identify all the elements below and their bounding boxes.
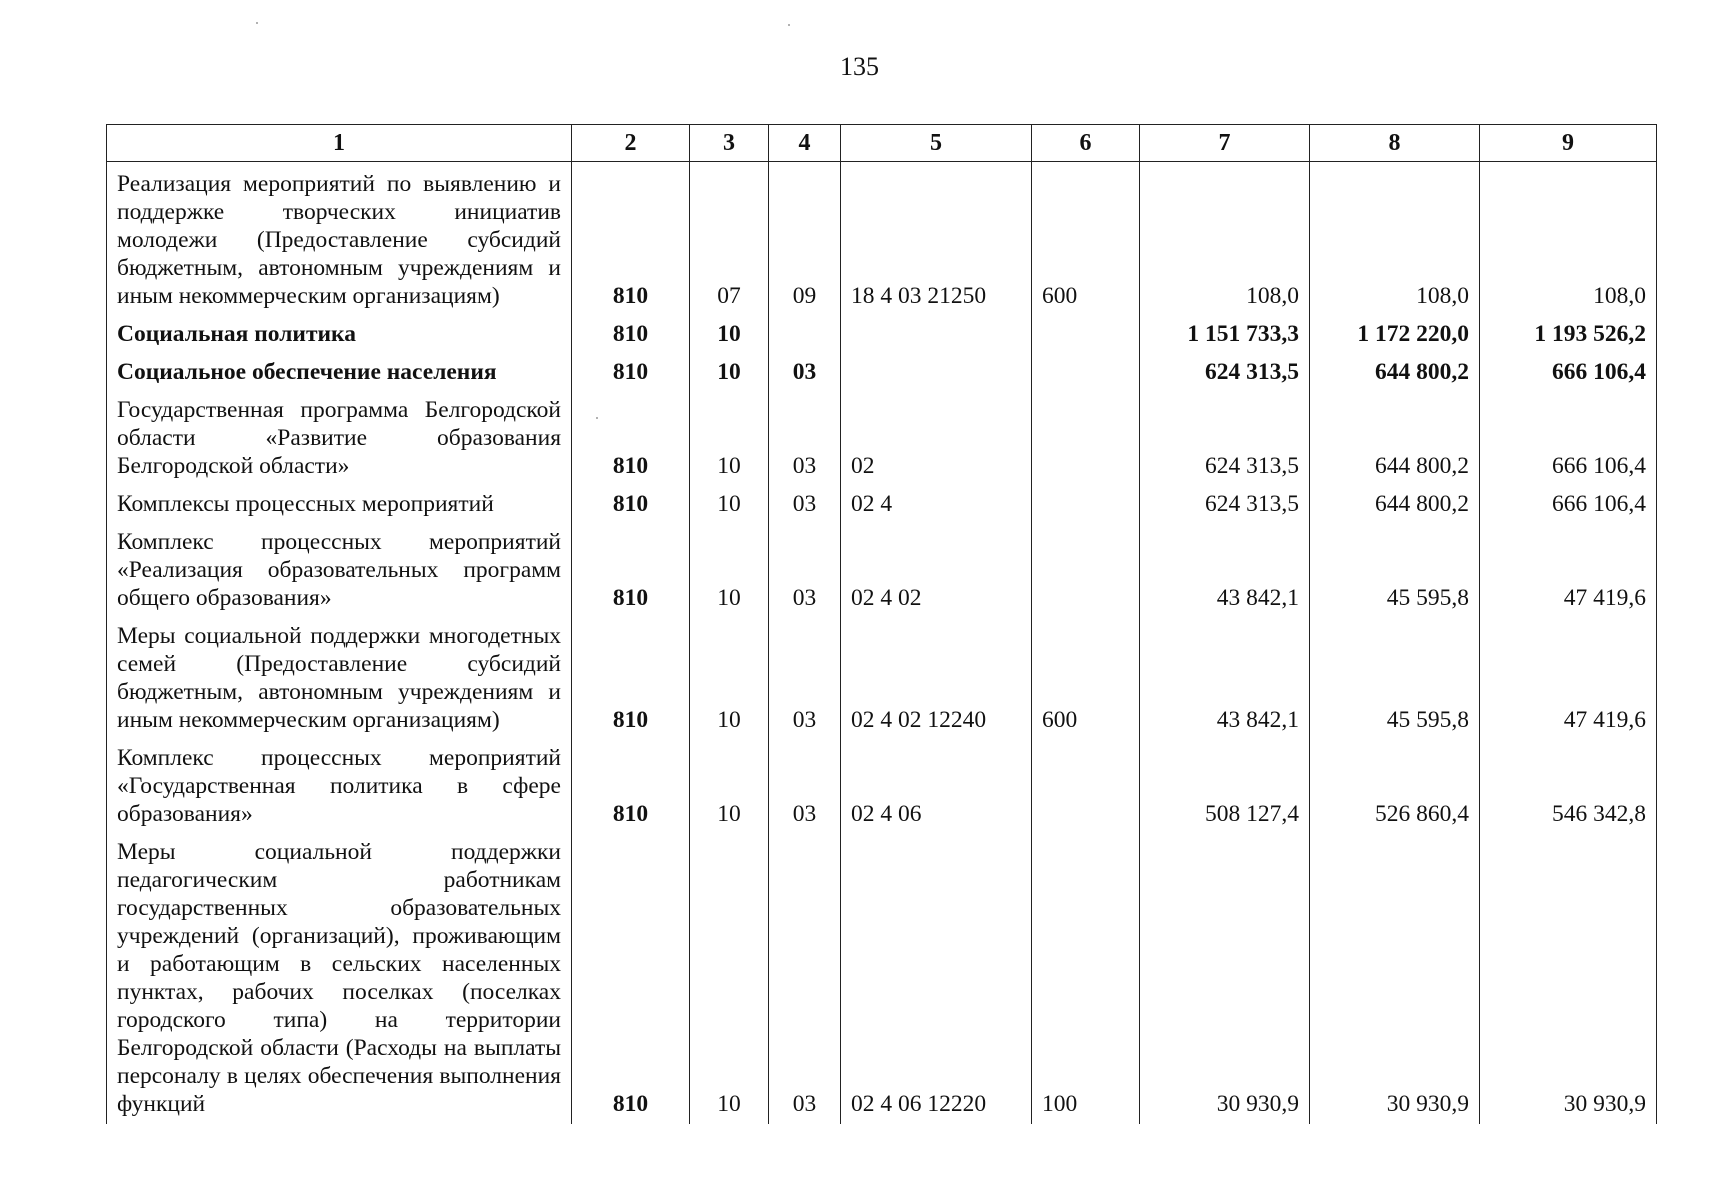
target-article-code (841, 354, 1032, 392)
scan-speck (788, 24, 790, 26)
section-code: 07 (690, 162, 769, 317)
table-body (107, 162, 1657, 1125)
table-row (107, 524, 1657, 618)
amount-year-2: 108,0 (1310, 162, 1480, 317)
amount-year-1: 624 313,5 (1140, 354, 1310, 392)
section-code: 10 (690, 354, 769, 392)
row-description: Комплекс процессных мероприятий «Государственная политика в сфере образования» (107, 740, 572, 834)
row-description: Комплекс процессных мероприятий «Реализация образовательных программ общего образования» (107, 524, 572, 618)
amount-year-1: 43 842,1 (1140, 618, 1310, 740)
row-description: Социальное обеспечение населения (107, 354, 572, 392)
table-row (107, 316, 1657, 354)
chapter-code: 810 (572, 486, 690, 524)
amount-year-1: 1 151 733,3 (1140, 316, 1310, 354)
column-header: 2 (572, 125, 690, 162)
subsection-code: 03 (769, 834, 841, 1124)
amount-year-3: 1 193 526,2 (1480, 316, 1657, 354)
target-article-code: 18 4 03 21250 (841, 162, 1032, 317)
section-code: 10 (690, 834, 769, 1124)
amount-year-2: 644 800,2 (1310, 486, 1480, 524)
amount-year-3: 108,0 (1480, 162, 1657, 317)
chapter-code: 810 (572, 834, 690, 1124)
chapter-code: 810 (572, 618, 690, 740)
amount-year-3: 47 419,6 (1480, 524, 1657, 618)
chapter-code: 810 (572, 162, 690, 317)
amount-year-1: 43 842,1 (1140, 524, 1310, 618)
section-code: 10 (690, 524, 769, 618)
target-article-code: 02 4 06 (841, 740, 1032, 834)
amount-year-1: 624 313,5 (1140, 486, 1310, 524)
column-header: 3 (690, 125, 769, 162)
amount-year-2: 30 930,9 (1310, 834, 1480, 1124)
expense-type-code (1032, 486, 1140, 524)
column-header: 8 (1310, 125, 1480, 162)
amount-year-2: 45 595,8 (1310, 524, 1480, 618)
subsection-code: 03 (769, 524, 841, 618)
table-row (107, 392, 1657, 486)
section-code: 10 (690, 618, 769, 740)
expense-type-code (1032, 354, 1140, 392)
amount-year-3: 546 342,8 (1480, 740, 1657, 834)
section-code: 10 (690, 486, 769, 524)
chapter-code: 810 (572, 740, 690, 834)
column-header: 6 (1032, 125, 1140, 162)
column-header: 1 (107, 125, 572, 162)
amount-year-3: 47 419,6 (1480, 618, 1657, 740)
subsection-code: 03 (769, 354, 841, 392)
row-description: Комплексы процессных мероприятий (107, 486, 572, 524)
expense-type-code (1032, 316, 1140, 354)
row-description: Меры социальной поддержки многодетных семей (Предоставление субсидий бюджетным, автономным учреждениям и иным некоммерческим организациям) (107, 618, 572, 740)
target-article-code: 02 4 02 (841, 524, 1032, 618)
expense-type-code: 600 (1032, 618, 1140, 740)
table-row (107, 618, 1657, 740)
expense-type-code (1032, 740, 1140, 834)
subsection-code: 03 (769, 740, 841, 834)
expense-type-code (1032, 524, 1140, 618)
chapter-code: 810 (572, 524, 690, 618)
target-article-code: 02 (841, 392, 1032, 486)
amount-year-2: 526 860,4 (1310, 740, 1480, 834)
row-description: Меры социальной поддержки педагогическим работникам государственных образовательных учреждений (организаций), проживающим и работающим в сельских населенных пунктах, рабочих поселках (поселках городского типа) на территории Белгородской области (Расходы на выплаты персоналу в целях обеспечения выполнения функций (107, 834, 572, 1124)
amount-year-3: 666 106,4 (1480, 392, 1657, 486)
table-row (107, 740, 1657, 834)
expense-type-code: 600 (1032, 162, 1140, 317)
row-description: Государственная программа Белгородской области «Развитие образования Белгородской области» (107, 392, 572, 486)
amount-year-1: 30 930,9 (1140, 834, 1310, 1124)
amount-year-1: 108,0 (1140, 162, 1310, 317)
subsection-code: 03 (769, 486, 841, 524)
subsection-code: 03 (769, 618, 841, 740)
row-description: Социальная политика (107, 316, 572, 354)
amount-year-1: 624 313,5 (1140, 392, 1310, 486)
section-code: 10 (690, 316, 769, 354)
amount-year-3: 30 930,9 (1480, 834, 1657, 1124)
amount-year-2: 644 800,2 (1310, 392, 1480, 486)
target-article-code (841, 316, 1032, 354)
budget-table (106, 124, 1657, 1124)
subsection-code (769, 316, 841, 354)
table-row (107, 834, 1657, 1124)
table-row (107, 354, 1657, 392)
header-row (107, 125, 1657, 162)
scan-speck (256, 22, 258, 24)
expense-type-code (1032, 392, 1140, 486)
amount-year-2: 45 595,8 (1310, 618, 1480, 740)
target-article-code: 02 4 02 12240 (841, 618, 1032, 740)
column-header: 4 (769, 125, 841, 162)
target-article-code: 02 4 (841, 486, 1032, 524)
target-article-code: 02 4 06 12220 (841, 834, 1032, 1124)
amount-year-3: 666 106,4 (1480, 486, 1657, 524)
column-header: 9 (1480, 125, 1657, 162)
column-header: 7 (1140, 125, 1310, 162)
subsection-code: 03 (769, 392, 841, 486)
table-row (107, 486, 1657, 524)
amount-year-1: 508 127,4 (1140, 740, 1310, 834)
chapter-code: 810 (572, 316, 690, 354)
amount-year-2: 644 800,2 (1310, 354, 1480, 392)
page-number: 135 (840, 52, 879, 81)
row-description: Реализация мероприятий по выявлению и поддержке творческих инициатив молодежи (Предоставление субсидий бюджетным, автономным учреждениям и иным некоммерческим организациям) (107, 162, 572, 317)
section-code: 10 (690, 392, 769, 486)
section-code: 10 (690, 740, 769, 834)
chapter-code: 810 (572, 392, 690, 486)
column-header: 5 (841, 125, 1032, 162)
table-row (107, 162, 1657, 317)
chapter-code: 810 (572, 354, 690, 392)
amount-year-2: 1 172 220,0 (1310, 316, 1480, 354)
expense-type-code: 100 (1032, 834, 1140, 1124)
amount-year-3: 666 106,4 (1480, 354, 1657, 392)
subsection-code: 09 (769, 162, 841, 317)
